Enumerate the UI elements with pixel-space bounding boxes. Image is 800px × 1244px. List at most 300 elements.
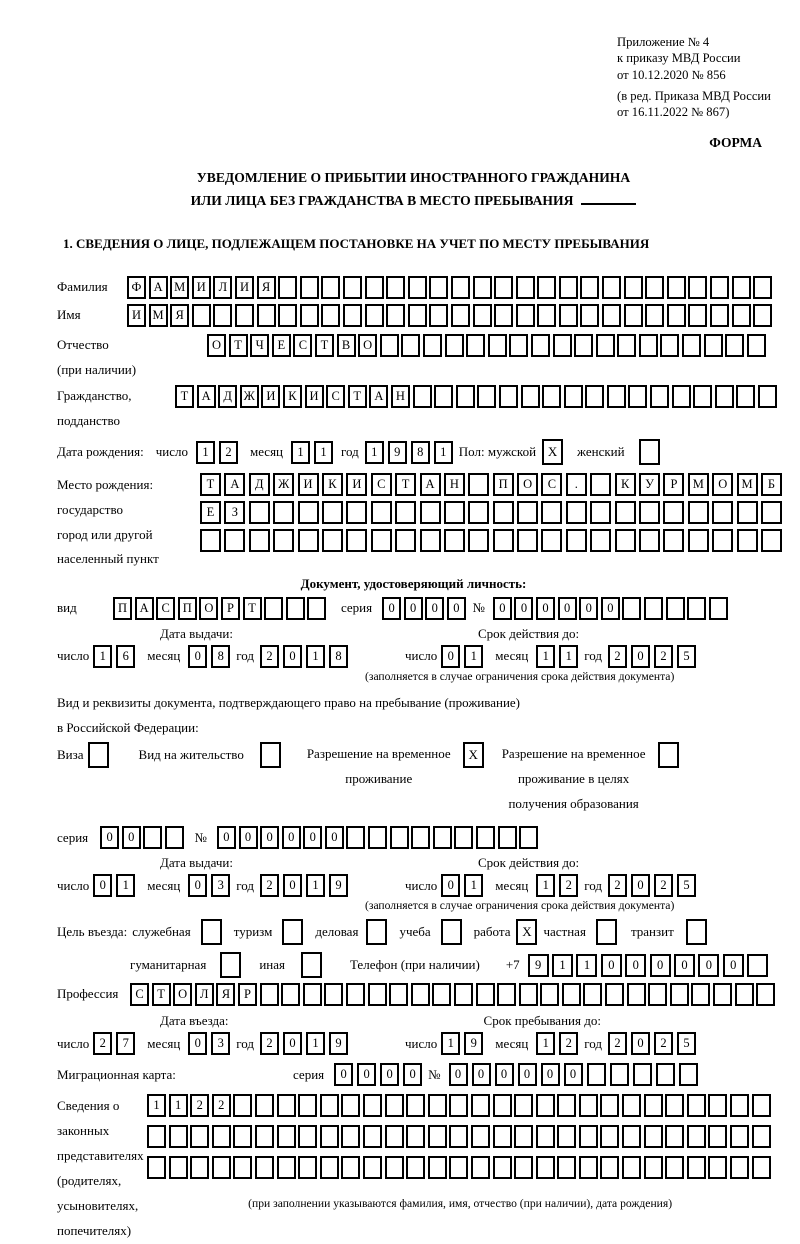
- char-cell[interactable]: Т: [175, 385, 194, 408]
- char-cell[interactable]: [322, 529, 343, 552]
- char-cell[interactable]: [665, 1125, 684, 1148]
- char-cell[interactable]: [449, 1156, 468, 1179]
- char-cell[interactable]: [709, 597, 728, 620]
- char-cell[interactable]: 0: [449, 1063, 468, 1086]
- char-cell[interactable]: [747, 954, 768, 977]
- char-cell[interactable]: [406, 1156, 425, 1179]
- char-cell[interactable]: 0: [380, 1063, 399, 1086]
- char-cell[interactable]: 6: [116, 645, 135, 668]
- char-cell[interactable]: 1: [306, 645, 325, 668]
- char-cell[interactable]: 0: [441, 645, 460, 668]
- char-cell[interactable]: [429, 276, 448, 299]
- char-cell[interactable]: [493, 1125, 512, 1148]
- char-cell[interactable]: [730, 1156, 749, 1179]
- char-cell[interactable]: [385, 1094, 404, 1117]
- char-cell[interactable]: [708, 1156, 727, 1179]
- char-cell[interactable]: [456, 385, 475, 408]
- char-cell[interactable]: 2: [212, 1094, 231, 1117]
- char-cell[interactable]: 1: [306, 1032, 325, 1055]
- char-cell[interactable]: 0: [122, 826, 141, 849]
- char-cell[interactable]: [476, 826, 495, 849]
- char-cell[interactable]: [213, 304, 232, 327]
- char-cell[interactable]: [444, 501, 465, 524]
- char-cell[interactable]: [235, 304, 254, 327]
- char-cell[interactable]: Н: [391, 385, 410, 408]
- char-cell[interactable]: 2: [654, 645, 673, 668]
- char-cell[interactable]: 2: [260, 645, 279, 668]
- char-cell[interactable]: [600, 1156, 619, 1179]
- char-cell[interactable]: П: [493, 473, 514, 496]
- char-cell[interactable]: [736, 385, 755, 408]
- char-cell[interactable]: [732, 276, 751, 299]
- char-cell[interactable]: [278, 304, 297, 327]
- char-cell[interactable]: [580, 276, 599, 299]
- char-cell[interactable]: И: [305, 385, 324, 408]
- char-cell[interactable]: 0: [425, 597, 444, 620]
- char-cell[interactable]: А: [224, 473, 245, 496]
- char-cell[interactable]: [761, 501, 782, 524]
- char-cell[interactable]: [341, 1125, 360, 1148]
- char-cell[interactable]: [639, 529, 660, 552]
- char-cell[interactable]: 0: [698, 954, 719, 977]
- char-cell[interactable]: [300, 304, 319, 327]
- sex-male-checkbox[interactable]: X: [542, 439, 563, 465]
- char-cell[interactable]: 0: [188, 1032, 207, 1055]
- char-cell[interactable]: [249, 529, 270, 552]
- char-cell[interactable]: [423, 334, 442, 357]
- char-cell[interactable]: [730, 1094, 749, 1117]
- char-cell[interactable]: [445, 334, 464, 357]
- char-cell[interactable]: [682, 334, 701, 357]
- char-cell[interactable]: [687, 1125, 706, 1148]
- char-cell[interactable]: В: [337, 334, 356, 357]
- char-cell[interactable]: [212, 1156, 231, 1179]
- char-cell[interactable]: [471, 1125, 490, 1148]
- residence-permit-checkbox[interactable]: [260, 742, 281, 768]
- char-cell[interactable]: И: [261, 385, 280, 408]
- char-cell[interactable]: 1: [464, 874, 483, 897]
- purpose-work-checkbox[interactable]: X: [516, 919, 537, 945]
- char-cell[interactable]: 0: [382, 597, 401, 620]
- char-cell[interactable]: Ж: [240, 385, 259, 408]
- char-cell[interactable]: 2: [260, 874, 279, 897]
- char-cell[interactable]: [343, 276, 362, 299]
- char-cell[interactable]: Ф: [127, 276, 146, 299]
- char-cell[interactable]: 2: [93, 1032, 112, 1055]
- char-cell[interactable]: 0: [93, 874, 112, 897]
- char-cell[interactable]: [395, 529, 416, 552]
- char-cell[interactable]: О: [712, 473, 733, 496]
- char-cell[interactable]: [255, 1156, 274, 1179]
- char-cell[interactable]: [386, 276, 405, 299]
- char-cell[interactable]: [493, 1094, 512, 1117]
- char-cell[interactable]: [498, 826, 517, 849]
- char-cell[interactable]: 0: [441, 874, 460, 897]
- char-cell[interactable]: 1: [536, 874, 555, 897]
- char-cell[interactable]: [596, 334, 615, 357]
- char-cell[interactable]: Р: [221, 597, 240, 620]
- char-cell[interactable]: [516, 276, 535, 299]
- char-cell[interactable]: [564, 385, 583, 408]
- char-cell[interactable]: [622, 1094, 641, 1117]
- char-cell[interactable]: 1: [576, 954, 597, 977]
- char-cell[interactable]: [590, 529, 611, 552]
- char-cell[interactable]: [420, 529, 441, 552]
- char-cell[interactable]: [624, 276, 643, 299]
- char-cell[interactable]: Д: [218, 385, 237, 408]
- char-cell[interactable]: [752, 1094, 771, 1117]
- char-cell[interactable]: 2: [608, 874, 627, 897]
- char-cell[interactable]: [737, 501, 758, 524]
- char-cell[interactable]: [273, 501, 294, 524]
- char-cell[interactable]: К: [615, 473, 636, 496]
- char-cell[interactable]: Л: [213, 276, 232, 299]
- char-cell[interactable]: [389, 983, 408, 1006]
- char-cell[interactable]: [368, 826, 387, 849]
- char-cell[interactable]: [273, 529, 294, 552]
- char-cell[interactable]: [710, 276, 729, 299]
- char-cell[interactable]: [752, 1156, 771, 1179]
- char-cell[interactable]: [449, 1125, 468, 1148]
- char-cell[interactable]: [566, 501, 587, 524]
- char-cell[interactable]: [385, 1125, 404, 1148]
- char-cell[interactable]: [557, 1125, 576, 1148]
- char-cell[interactable]: [590, 501, 611, 524]
- char-cell[interactable]: О: [199, 597, 218, 620]
- char-cell[interactable]: 1: [147, 1094, 166, 1117]
- char-cell[interactable]: [468, 501, 489, 524]
- char-cell[interactable]: [579, 1156, 598, 1179]
- char-cell[interactable]: Т: [395, 473, 416, 496]
- char-cell[interactable]: [688, 304, 707, 327]
- char-cell[interactable]: [583, 983, 602, 1006]
- char-cell[interactable]: [165, 826, 184, 849]
- char-cell[interactable]: [761, 529, 782, 552]
- char-cell[interactable]: [687, 1094, 706, 1117]
- char-cell[interactable]: [298, 1156, 317, 1179]
- char-cell[interactable]: 1: [434, 441, 453, 464]
- char-cell[interactable]: П: [178, 597, 197, 620]
- char-cell[interactable]: Л: [195, 983, 214, 1006]
- char-cell[interactable]: [147, 1125, 166, 1148]
- char-cell[interactable]: Т: [200, 473, 221, 496]
- char-cell[interactable]: [320, 1125, 339, 1148]
- char-cell[interactable]: [341, 1156, 360, 1179]
- char-cell[interactable]: 0: [404, 597, 423, 620]
- char-cell[interactable]: [758, 385, 777, 408]
- char-cell[interactable]: 2: [219, 441, 238, 464]
- char-cell[interactable]: [473, 276, 492, 299]
- char-cell[interactable]: [277, 1125, 296, 1148]
- char-cell[interactable]: [514, 1094, 533, 1117]
- char-cell[interactable]: [622, 1125, 641, 1148]
- char-cell[interactable]: Ж: [273, 473, 294, 496]
- char-cell[interactable]: [303, 983, 322, 1006]
- char-cell[interactable]: 0: [625, 954, 646, 977]
- char-cell[interactable]: [514, 1156, 533, 1179]
- char-cell[interactable]: [434, 385, 453, 408]
- char-cell[interactable]: [365, 276, 384, 299]
- char-cell[interactable]: [670, 983, 689, 1006]
- char-cell[interactable]: [371, 501, 392, 524]
- char-cell[interactable]: [473, 304, 492, 327]
- char-cell[interactable]: [688, 276, 707, 299]
- char-cell[interactable]: М: [737, 473, 758, 496]
- char-cell[interactable]: [537, 304, 556, 327]
- char-cell[interactable]: [628, 385, 647, 408]
- char-cell[interactable]: 0: [325, 826, 344, 849]
- char-cell[interactable]: [420, 501, 441, 524]
- char-cell[interactable]: [324, 983, 343, 1006]
- char-cell[interactable]: [298, 529, 319, 552]
- purpose-humanitarian-checkbox[interactable]: [220, 952, 241, 978]
- char-cell[interactable]: 1: [196, 441, 215, 464]
- char-cell[interactable]: [656, 1063, 675, 1086]
- char-cell[interactable]: 1: [536, 645, 555, 668]
- char-cell[interactable]: [644, 1125, 663, 1148]
- char-cell[interactable]: [343, 304, 362, 327]
- char-cell[interactable]: 2: [654, 874, 673, 897]
- char-cell[interactable]: [747, 334, 766, 357]
- char-cell[interactable]: Н: [444, 473, 465, 496]
- char-cell[interactable]: [644, 1094, 663, 1117]
- char-cell[interactable]: 0: [303, 826, 322, 849]
- purpose-tourism-checkbox[interactable]: [282, 919, 303, 945]
- char-cell[interactable]: [494, 304, 513, 327]
- char-cell[interactable]: [278, 276, 297, 299]
- char-cell[interactable]: Р: [238, 983, 257, 1006]
- char-cell[interactable]: [471, 1094, 490, 1117]
- char-cell[interactable]: [737, 529, 758, 552]
- char-cell[interactable]: 0: [188, 874, 207, 897]
- char-cell[interactable]: [708, 1094, 727, 1117]
- char-cell[interactable]: [192, 304, 211, 327]
- char-cell[interactable]: И: [127, 304, 146, 327]
- char-cell[interactable]: [610, 1063, 629, 1086]
- char-cell[interactable]: [562, 983, 581, 1006]
- char-cell[interactable]: [667, 276, 686, 299]
- char-cell[interactable]: Т: [152, 983, 171, 1006]
- char-cell[interactable]: 2: [190, 1094, 209, 1117]
- char-cell[interactable]: [715, 385, 734, 408]
- char-cell[interactable]: [298, 1125, 317, 1148]
- char-cell[interactable]: Т: [315, 334, 334, 357]
- char-cell[interactable]: [519, 826, 538, 849]
- char-cell[interactable]: 8: [211, 645, 230, 668]
- char-cell[interactable]: [249, 501, 270, 524]
- char-cell[interactable]: [212, 1125, 231, 1148]
- char-cell[interactable]: 0: [260, 826, 279, 849]
- char-cell[interactable]: [666, 597, 685, 620]
- char-cell[interactable]: [521, 385, 540, 408]
- char-cell[interactable]: [557, 1156, 576, 1179]
- char-cell[interactable]: [433, 826, 452, 849]
- char-cell[interactable]: А: [149, 276, 168, 299]
- char-cell[interactable]: [756, 983, 775, 1006]
- char-cell[interactable]: [600, 1125, 619, 1148]
- char-cell[interactable]: 8: [411, 441, 430, 464]
- char-cell[interactable]: [471, 1156, 490, 1179]
- char-cell[interactable]: [615, 529, 636, 552]
- char-cell[interactable]: [691, 983, 710, 1006]
- char-cell[interactable]: 9: [464, 1032, 483, 1055]
- char-cell[interactable]: [579, 1094, 598, 1117]
- char-cell[interactable]: Д: [249, 473, 270, 496]
- char-cell[interactable]: [386, 304, 405, 327]
- char-cell[interactable]: [380, 334, 399, 357]
- char-cell[interactable]: [665, 1094, 684, 1117]
- char-cell[interactable]: 0: [723, 954, 744, 977]
- char-cell[interactable]: 1: [464, 645, 483, 668]
- char-cell[interactable]: [708, 1125, 727, 1148]
- char-cell[interactable]: О: [207, 334, 226, 357]
- purpose-study-checkbox[interactable]: [441, 919, 462, 945]
- char-cell[interactable]: [517, 501, 538, 524]
- char-cell[interactable]: [687, 597, 706, 620]
- char-cell[interactable]: [607, 385, 626, 408]
- char-cell[interactable]: С: [130, 983, 149, 1006]
- char-cell[interactable]: Ч: [250, 334, 269, 357]
- char-cell[interactable]: [488, 334, 507, 357]
- char-cell[interactable]: С: [293, 334, 312, 357]
- char-cell[interactable]: [451, 304, 470, 327]
- char-cell[interactable]: [579, 1125, 598, 1148]
- char-cell[interactable]: [190, 1125, 209, 1148]
- char-cell[interactable]: 7: [116, 1032, 135, 1055]
- char-cell[interactable]: [468, 529, 489, 552]
- char-cell[interactable]: [639, 334, 658, 357]
- char-cell[interactable]: О: [358, 334, 377, 357]
- char-cell[interactable]: [509, 334, 528, 357]
- char-cell[interactable]: А: [369, 385, 388, 408]
- char-cell[interactable]: О: [173, 983, 192, 1006]
- char-cell[interactable]: 1: [441, 1032, 460, 1055]
- char-cell[interactable]: Т: [348, 385, 367, 408]
- char-cell[interactable]: [531, 334, 550, 357]
- char-cell[interactable]: [281, 983, 300, 1006]
- char-cell[interactable]: 0: [283, 645, 302, 668]
- char-cell[interactable]: [667, 304, 686, 327]
- char-cell[interactable]: .: [566, 473, 587, 496]
- char-cell[interactable]: [298, 1094, 317, 1117]
- char-cell[interactable]: [257, 304, 276, 327]
- char-cell[interactable]: [753, 276, 772, 299]
- char-cell[interactable]: М: [170, 276, 189, 299]
- char-cell[interactable]: [307, 597, 326, 620]
- visa-checkbox[interactable]: [88, 742, 109, 768]
- char-cell[interactable]: 0: [631, 1032, 650, 1055]
- char-cell[interactable]: 0: [541, 1063, 560, 1086]
- purpose-official-checkbox[interactable]: [201, 919, 222, 945]
- char-cell[interactable]: [710, 304, 729, 327]
- char-cell[interactable]: 2: [608, 645, 627, 668]
- char-cell[interactable]: [454, 826, 473, 849]
- char-cell[interactable]: 1: [116, 874, 135, 897]
- char-cell[interactable]: [602, 304, 621, 327]
- char-cell[interactable]: С: [156, 597, 175, 620]
- char-cell[interactable]: 0: [100, 826, 119, 849]
- char-cell[interactable]: [752, 1125, 771, 1148]
- char-cell[interactable]: [516, 304, 535, 327]
- char-cell[interactable]: А: [135, 597, 154, 620]
- char-cell[interactable]: [321, 276, 340, 299]
- char-cell[interactable]: [408, 276, 427, 299]
- char-cell[interactable]: [368, 983, 387, 1006]
- char-cell[interactable]: 2: [260, 1032, 279, 1055]
- char-cell[interactable]: 9: [329, 874, 348, 897]
- purpose-private-checkbox[interactable]: [596, 919, 617, 945]
- char-cell[interactable]: [169, 1156, 188, 1179]
- char-cell[interactable]: 1: [169, 1094, 188, 1117]
- char-cell[interactable]: 1: [314, 441, 333, 464]
- char-cell[interactable]: [559, 304, 578, 327]
- char-cell[interactable]: [200, 529, 221, 552]
- char-cell[interactable]: [385, 1156, 404, 1179]
- char-cell[interactable]: [679, 1063, 698, 1086]
- char-cell[interactable]: 0: [564, 1063, 583, 1086]
- char-cell[interactable]: [169, 1125, 188, 1148]
- char-cell[interactable]: М: [688, 473, 709, 496]
- char-cell[interactable]: 3: [211, 874, 230, 897]
- char-cell[interactable]: [449, 1094, 468, 1117]
- char-cell[interactable]: З: [224, 501, 245, 524]
- char-cell[interactable]: [622, 597, 641, 620]
- char-cell[interactable]: А: [420, 473, 441, 496]
- char-cell[interactable]: [732, 304, 751, 327]
- char-cell[interactable]: [644, 1156, 663, 1179]
- char-cell[interactable]: [411, 826, 430, 849]
- char-cell[interactable]: [559, 276, 578, 299]
- char-cell[interactable]: [428, 1156, 447, 1179]
- purpose-business-checkbox[interactable]: [366, 919, 387, 945]
- char-cell[interactable]: Е: [272, 334, 291, 357]
- purpose-transit-checkbox[interactable]: [686, 919, 707, 945]
- char-cell[interactable]: [514, 1125, 533, 1148]
- char-cell[interactable]: 0: [217, 826, 236, 849]
- char-cell[interactable]: [541, 529, 562, 552]
- char-cell[interactable]: [411, 983, 430, 1006]
- char-cell[interactable]: [428, 1094, 447, 1117]
- char-cell[interactable]: 2: [559, 1032, 578, 1055]
- char-cell[interactable]: [617, 334, 636, 357]
- char-cell[interactable]: 0: [403, 1063, 422, 1086]
- char-cell[interactable]: 1: [306, 874, 325, 897]
- char-cell[interactable]: [493, 501, 514, 524]
- char-cell[interactable]: [712, 529, 733, 552]
- char-cell[interactable]: [147, 1156, 166, 1179]
- char-cell[interactable]: [363, 1125, 382, 1148]
- char-cell[interactable]: [429, 304, 448, 327]
- char-cell[interactable]: [406, 1125, 425, 1148]
- char-cell[interactable]: [143, 826, 162, 849]
- char-cell[interactable]: [650, 385, 669, 408]
- char-cell[interactable]: [615, 501, 636, 524]
- char-cell[interactable]: О: [517, 473, 538, 496]
- char-cell[interactable]: [286, 597, 305, 620]
- char-cell[interactable]: [648, 983, 667, 1006]
- char-cell[interactable]: [255, 1094, 274, 1117]
- char-cell[interactable]: [672, 385, 691, 408]
- char-cell[interactable]: И: [192, 276, 211, 299]
- char-cell[interactable]: [587, 1063, 606, 1086]
- char-cell[interactable]: С: [371, 473, 392, 496]
- char-cell[interactable]: [363, 1094, 382, 1117]
- char-cell[interactable]: [298, 501, 319, 524]
- purpose-other-checkbox[interactable]: [301, 952, 322, 978]
- char-cell[interactable]: [605, 983, 624, 1006]
- char-cell[interactable]: [553, 334, 572, 357]
- char-cell[interactable]: [466, 334, 485, 357]
